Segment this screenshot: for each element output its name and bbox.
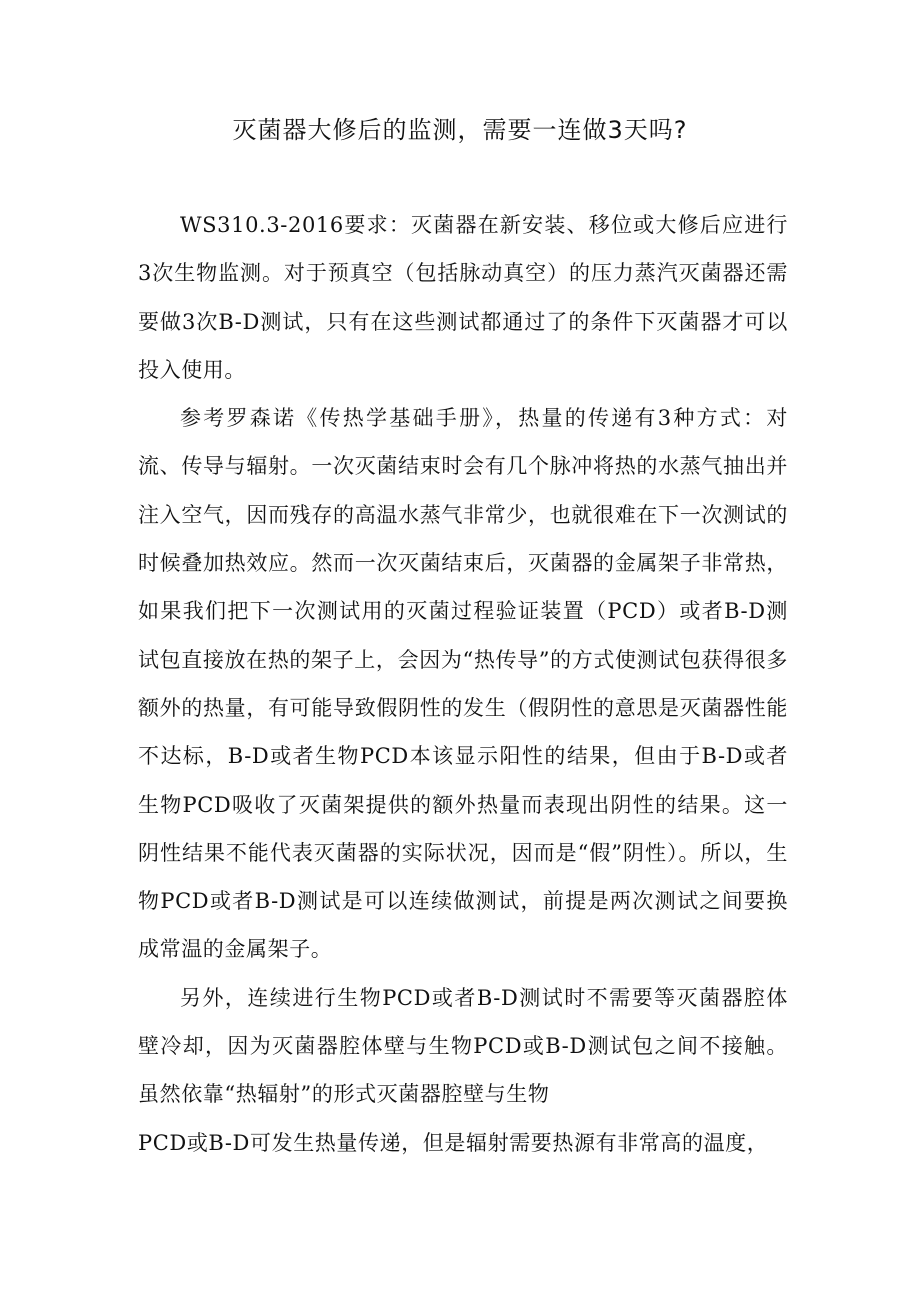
document-body <box>138 201 788 1167</box>
paragraph-requirement: WS310.3-2016要求：灭菌器在新安装、移位或大修后应进行3次生物监测。对于预真空（包括脉动真空）的压力蒸汽灭菌器还需要做3次B-D测试，只有在这些测试都通过了的条件下灭菌器才可以投入使用。 <box>138 213 788 382</box>
paragraph-chamber-wall: 另外，连续进行生物PCD或者B-D测试时不需要等灭菌器腔体壁冷却，因为灭菌器腔体壁与生物PCD或B-D测试包之间不接触。虽然依靠“热辐射”的形式灭菌器腔壁与生物 <box>138 985 788 1107</box>
document-title: 灭菌器大修后的监测，需要一连做3天吗? <box>232 116 688 144</box>
paragraph-heat-transfer: 参考罗森诺《传热学基础手册》，热量的传递有3种方式：对流、传导与辐射。一次灭菌结束时会有几个脉冲将热的水蒸气抽出并注入空气，因而残存的高温水蒸气非常少，也就很难在下一次测试的时候叠加热效应。然而一次灭菌结束后，灭菌器的金属架子非常热，如果我们把下一次测试用的灭菌过程验证装置（PCD）或者B-D测试包直接放在热的架子上，会因为“热传导”的方式使测试包获得很多额外的热量，有可能导致假阴性的发生（假阴性的意思是灭菌器性能不达标，B-D或者生物PCD本该显示阳性的结果，但由于B-D或者生物PCD吸收了灭菌架提供的额外热量而表现出阴性的结果。这一阴性结果不能代表灭菌器的实际状况，因而是“假”阴性）。所以，生物PCD或者B-D测试是可以连续做测试，前提是两次测试之间要换成常温的金属架子。 <box>138 406 788 962</box>
paragraph-radiation: PCD或B-D可发生热量传递，但是辐射需要热源有非常高的温度， <box>138 1130 769 1155</box>
